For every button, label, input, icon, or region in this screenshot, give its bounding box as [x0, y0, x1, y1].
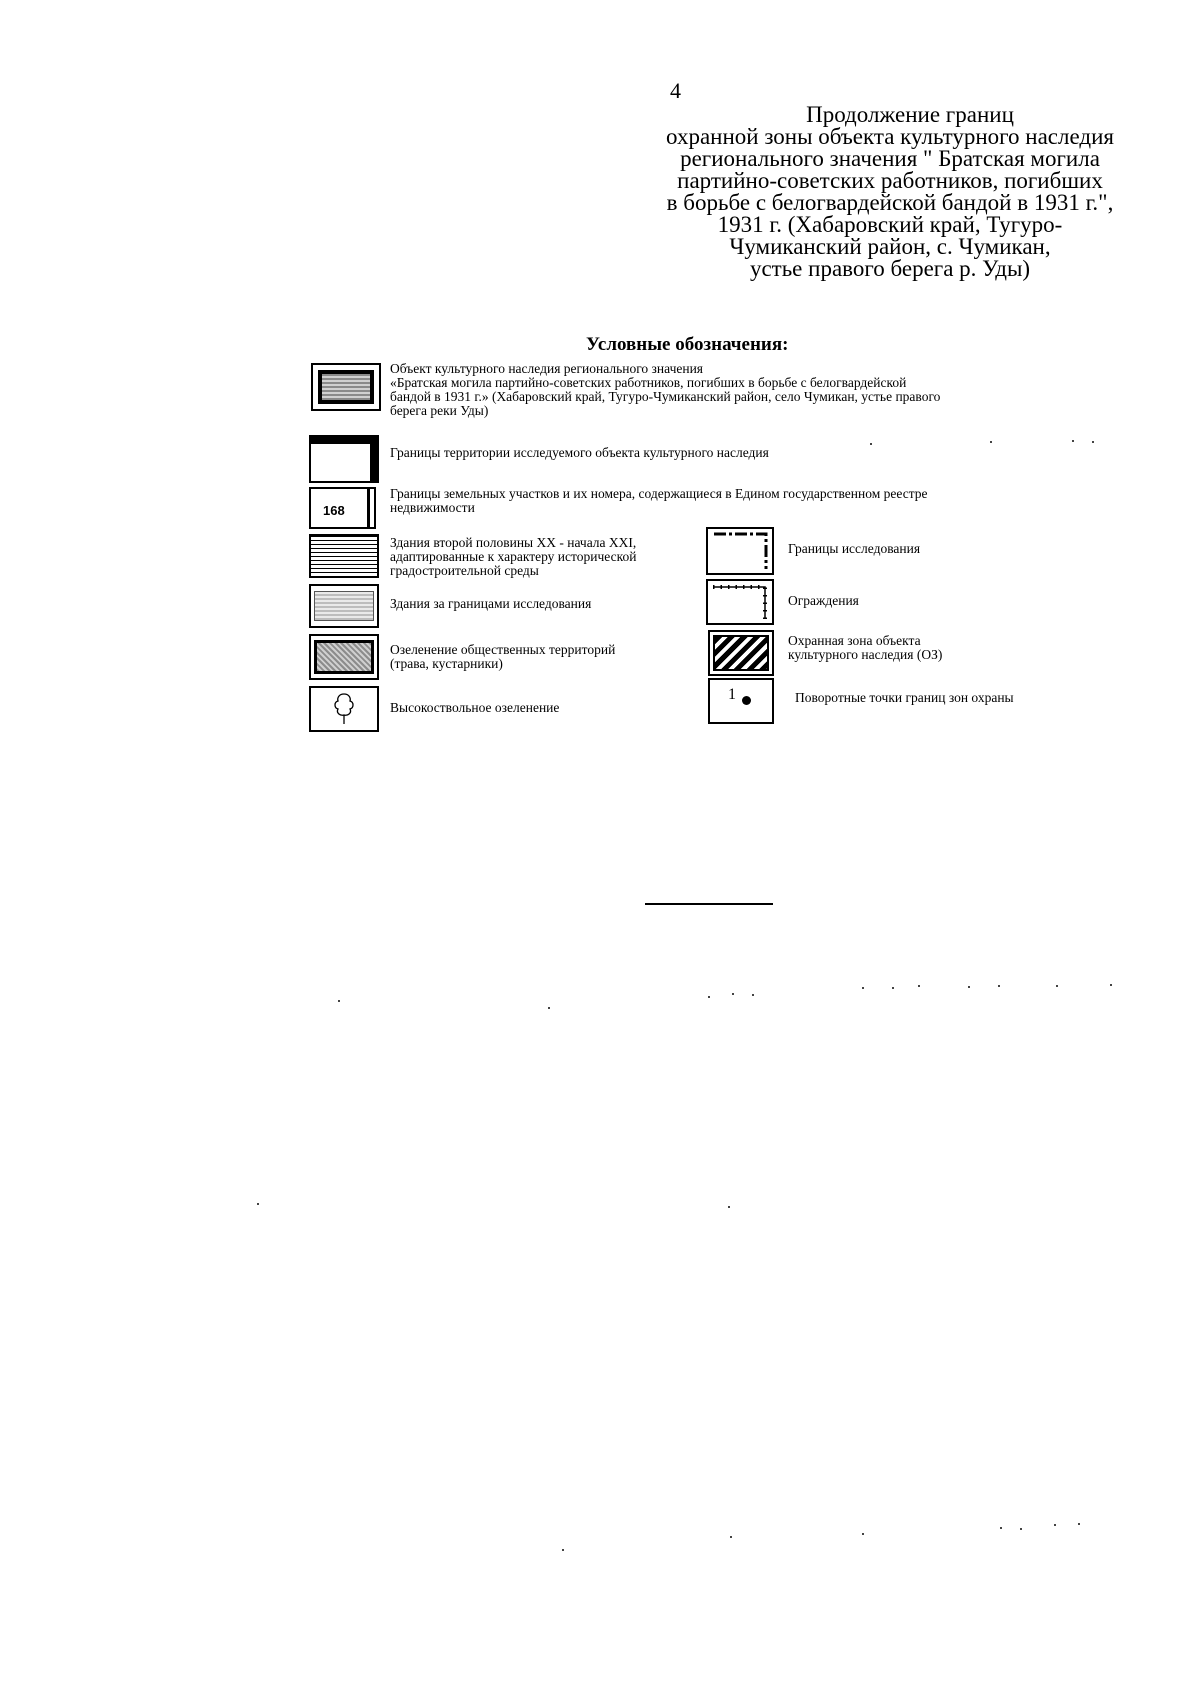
scan-speck	[732, 993, 734, 995]
closing-rule	[645, 903, 773, 905]
scan-speck	[338, 1000, 340, 1002]
research-boundary-label: Границы исследования	[788, 541, 921, 556]
scan-speck	[990, 441, 992, 443]
turning-point-number: 1	[728, 686, 736, 703]
research-boundary-symbol	[706, 527, 774, 575]
scan-speck	[728, 1206, 730, 1208]
outside-buildings-symbol	[309, 584, 379, 628]
scan-speck	[998, 985, 1000, 987]
heading-line: устье правого берега р. Уды)	[749, 256, 1031, 281]
scan-speck	[1056, 985, 1058, 987]
scan-speck	[968, 986, 970, 988]
fences-label: Ограждения	[788, 593, 859, 608]
turning-points-symbol	[708, 678, 774, 724]
protection-zone-label: Охранная зона объекта культурного наследия (ОЗ)	[788, 633, 943, 662]
scan-speck	[1110, 984, 1112, 986]
scan-speck	[862, 987, 864, 989]
tree-icon	[311, 688, 377, 730]
heading-line: в борьбе с белогвардейской бандой в 1931 г.",	[666, 190, 1114, 215]
scan-speck	[918, 985, 920, 987]
fences-symbol	[706, 579, 774, 625]
heading-line: партийно-советских работников, погибших	[677, 168, 1103, 193]
territory-boundary-label: Границы территории исследуемого объекта культурного наследия	[390, 445, 769, 460]
scan-speck	[752, 994, 754, 996]
scan-speck	[548, 1007, 550, 1009]
scan-speck	[1072, 440, 1074, 442]
public-greenery-symbol	[309, 634, 379, 680]
scan-speck	[257, 1203, 259, 1205]
tall-greenery-label: Высокоствольное озеленение	[390, 700, 560, 715]
territory-boundary-symbol	[309, 435, 379, 483]
heritage-object-symbol	[311, 363, 381, 411]
land-plots-symbol	[309, 487, 376, 529]
scan-speck	[1020, 1528, 1022, 1530]
point-dot-icon	[742, 696, 751, 705]
modern-buildings-symbol	[309, 534, 379, 578]
land-plots-label: Границы земельных участков и их номера, содержащиеся в Едином государственном реестре недвижимости	[390, 486, 928, 515]
scan-speck	[870, 443, 872, 445]
heading-line: Чумиканский район, с. Чумикан,	[729, 234, 1051, 259]
page-number: 4	[670, 78, 681, 103]
scan-speck	[862, 1533, 864, 1535]
scan-speck	[562, 1549, 564, 1551]
scan-speck	[1000, 1527, 1002, 1529]
heading-line: охранной зоны объекта культурного наследия	[666, 124, 1114, 149]
heading-line: регионального значения " Братская могила	[680, 146, 1100, 171]
scan-speck	[1054, 1524, 1056, 1526]
outside-buildings-label: Здания за границами исследования	[390, 596, 592, 611]
scan-speck	[730, 1536, 732, 1538]
turning-points-label: Поворотные точки границ зон охраны	[795, 690, 1014, 705]
document-heading	[640, 104, 1140, 280]
heading-line: Продолжение границ	[806, 102, 1014, 127]
heritage-object-label: Объект культурного наследия регионального значения «Братская могила партийно-советских работников, погибших в борьбе с белогвардейской бандой в 1931 г.» (Хабаровский край, Тугуро-Чумиканский район, село Чумикан, устье правого берега реки Уды)	[390, 361, 941, 418]
scan-speck	[1078, 1523, 1080, 1525]
scan-speck	[708, 996, 710, 998]
scan-speck	[892, 987, 894, 989]
tall-greenery-symbol	[309, 686, 379, 732]
public-greenery-label: Озеленение общественных территорий (трава, кустарники)	[390, 642, 616, 671]
heading-line: 1931 г. (Хабаровский край, Тугуро-	[717, 212, 1063, 237]
modern-buildings-label: Здания второй половины XX - начала XXI, адаптированные к характеру исторической градостроительной среды	[390, 535, 637, 578]
land-plot-number: 168	[323, 503, 345, 518]
legend-title: Условные обозначения:	[586, 334, 789, 355]
protection-zone-symbol	[708, 630, 774, 676]
scan-speck	[1092, 441, 1094, 443]
